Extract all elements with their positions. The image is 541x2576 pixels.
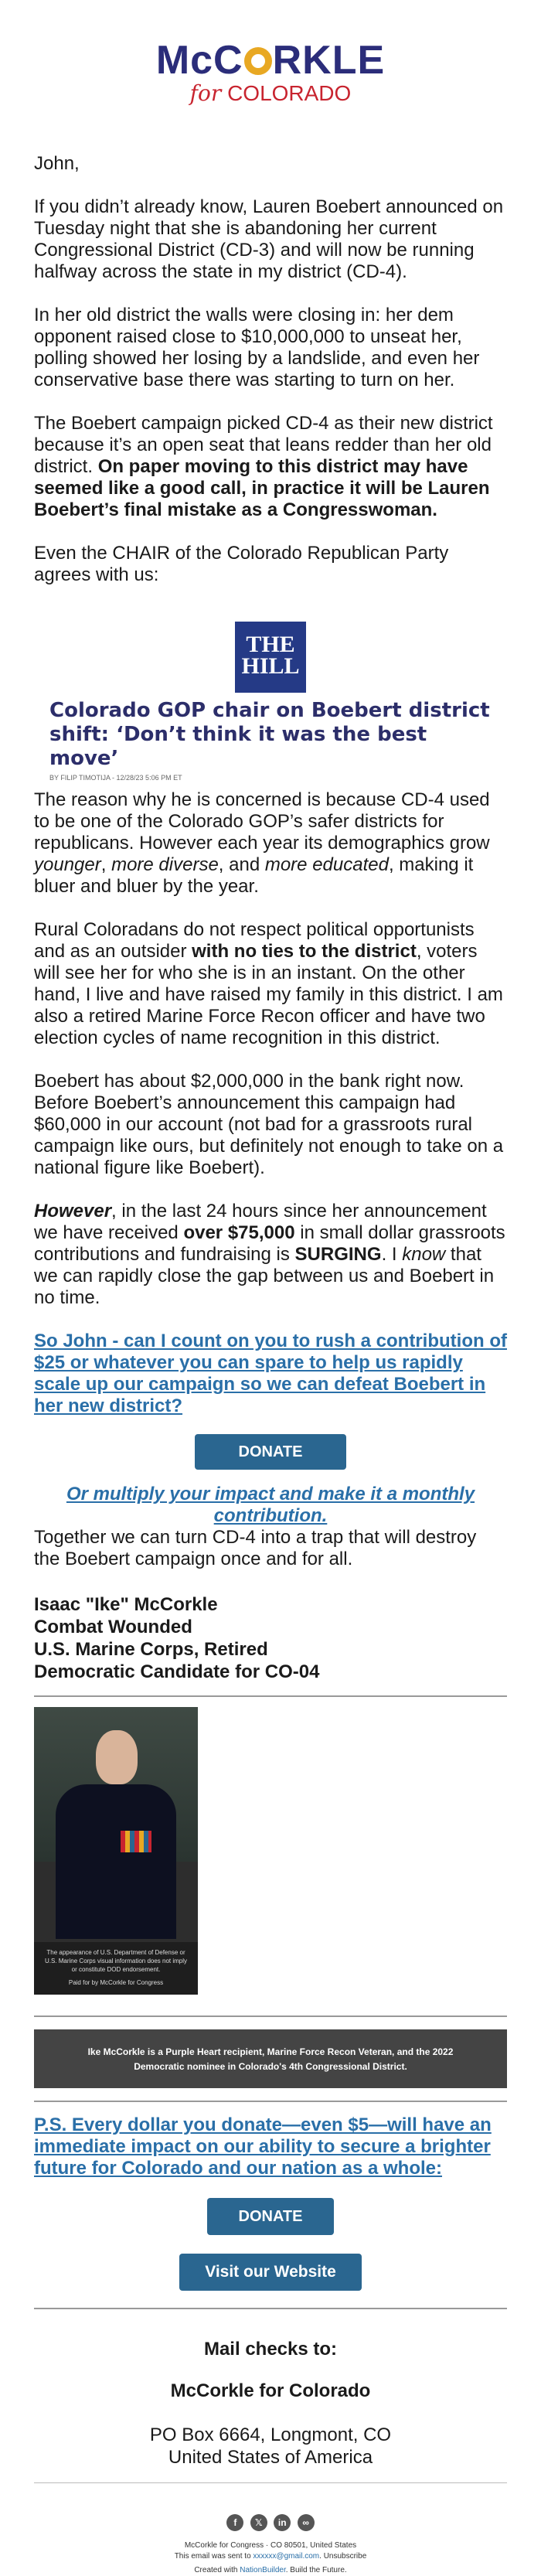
nationbuilder-link[interactable]: NationBuilder [240,2566,286,2574]
unsubscribe-link[interactable]: . Unsubscribe [319,2552,367,2561]
contribution-ask-link[interactable]: So John - can I count on you to rush a contribution of $25 or whatever you can spare to help us rapidly scale up our campaign so we can defeat Boebert in her new district? [34,1331,507,1416]
ps-donate-button[interactable]: DONATE [207,2198,334,2235]
signature-name: Isaac "Ike" McCorkle [34,1594,218,1615]
paragraph-1: If you didn’t already know, Lauren Boebert announced on Tuesday night that she is abandoning her current Congressional District (CD-3) and will now be running halfway across the state in my district (CD-4). [34,196,504,282]
signature-line: Democratic Candidate for CO-04 [34,1661,320,1682]
email-body [34,0,507,2576]
article-card[interactable] [34,622,507,782]
logo-subtitle: for COLORADO [189,80,352,106]
paragraph-5: The reason why he is concerned is because CD-4 used to be one of the Colorado GOP’s safer districts for republicans. However each year its demographics grow younger, more diverse, and more educated, making it bluer and bluer by the year. [34,789,490,897]
linkedin-icon[interactable]: in [274,2514,291,2531]
paragraph-9: Together we can turn CD-4 into a trap that will destroy the Boebert campaign once and for all. [34,1527,477,1569]
recipient-email-link[interactable]: xxxxxx@gmail.com [253,2552,320,2561]
article-headline: Colorado GOP chair on Boebert district shift: ‘Don’t think it was the best move’ [49,699,490,770]
divider [34,2308,507,2309]
medal-ribbons [121,1831,151,1852]
paragraph-8: However, in the last 24 hours since her announcement we have received over $75,000 in small dollar grassroots contributions and fundraising is SURGING. I know that we can rapidly close the gap between us and Boebert in no time. [34,1201,505,1308]
divider [34,2101,507,2102]
greeting: John, [34,153,80,174]
paragraph-2: In her old district the walls were closing in: her dem opponent raised close to $10,000,000 to unseat her, polling showed her losing by a landslide, and even her conservative base there was starting to turn on her. [34,305,480,390]
paragraph-3: The Boebert campaign picked CD-4 as their new district because it’s an open seat that leans redder than her old district. On paper moving to this district may have seemed like a good call, in practice it will be Lauren Boebert’s final mistake as a Congresswoman. [34,413,493,520]
paragraph-7: Boebert has about $2,000,000 in the bank right now. Before Boebert’s announcement this campaign had $60,000 in our account (not bad for a grassroots rural campaign like ours, but definitely not enough to take on a national figure like Boebert). [34,1071,504,1178]
article-byline: BY FILIP TIMOTIJA - 12/28/23 5:06 PM ET [49,774,182,782]
signature-line: Combat Wounded [34,1617,192,1637]
mail-checks-title: Mail checks to: [203,2339,338,2360]
signature-block [34,1593,507,1683]
the-hill-logo: THE HILL [235,622,306,693]
paragraph-4: Even the CHAIR of the Colorado Republican Party agrees with us: [34,543,449,585]
candidate-photo [34,1707,198,1995]
photo-disclaimer: The appearance of U.S. Department of Defense or U.S. Marine Corps visual information does not imply or constitute DOD endorsement. Paid for by McCorkle for Congress [34,1942,198,1995]
mail-address: PO Box 6664, Longmont, CO United States of America [149,2424,392,2468]
paragraph-6: Rural Coloradans do not respect political opportunists and as an outsider with no ties to the district, voters will see her for who she is in an instant. On the other hand, I live and have raised my family in this district. I am also a retired Marine Force Recon officer and have two election cycles of name recognition in this district. [34,919,503,1048]
footer: McCorkle for Congress · CO 80501, United States This email was sent to xxxxxx@gmail.com. Unsubscribe Created with NationBuilder. Build the Future. [174,2541,367,2574]
donate-button[interactable]: DONATE [195,1434,346,1470]
divider [34,1695,507,1697]
divider [34,2482,507,2483]
signature-line: U.S. Marine Corps, Retired [34,1639,268,1660]
bio-banner: Ike McCorkle is a Purple Heart recipient, Marine Force Recon Veteran, and the 2022 Democratic nominee in Colorado's 4th Congressional District. [34,2029,507,2088]
facebook-icon[interactable]: f [226,2514,243,2531]
logo-wordmark: McC RKLE [155,38,386,83]
divider [34,2015,507,2017]
campaign-logo [34,0,507,111]
monthly-contribution-link[interactable]: Or multiply your impact and make it a monthly contribution. [66,1484,475,1526]
link-icon[interactable]: ∞ [298,2514,315,2531]
visit-website-button[interactable]: Visit our Website [179,2254,362,2291]
x-icon[interactable]: 𝕏 [250,2514,267,2531]
mail-org-name: McCorkle for Colorado [170,2380,371,2401]
social-links [34,2514,507,2531]
logo-o-ring-icon [244,47,272,75]
ps-donate-link[interactable]: P.S. Every dollar you donate—even $5—will have an immediate impact on our ability to secure a brighter future for Colorado and our nation as a whole: [34,2114,492,2179]
